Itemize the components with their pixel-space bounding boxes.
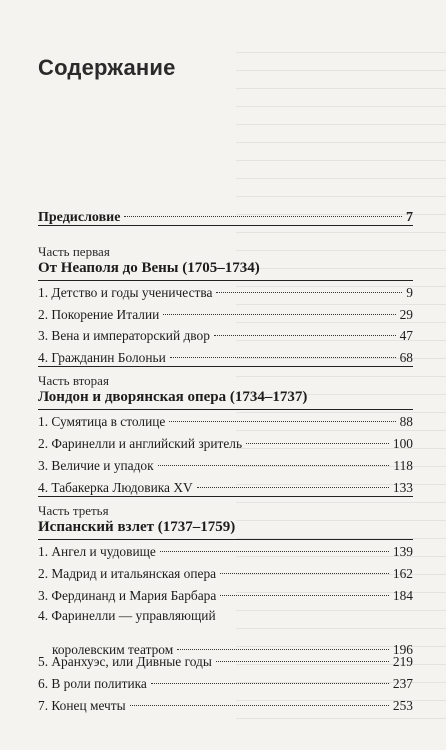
toc-entry-label: 2. Фаринелли и английский зритель: [38, 436, 243, 452]
leader-dots: [124, 202, 402, 217]
toc-entry-page: 7: [406, 210, 413, 225]
toc-entry-label: 4. Гражданин Болоньи: [38, 350, 166, 366]
toc-entry[interactable]: [38, 326, 413, 344]
toc-entry[interactable]: [38, 564, 413, 582]
leader-dots: [220, 582, 389, 596]
leader-dots: [158, 452, 390, 466]
divider: [38, 366, 413, 367]
leader-dots: [130, 692, 389, 706]
toc-entry-label: 1. Детство и годы ученичества: [38, 285, 213, 301]
toc-entry-page: 9: [406, 285, 413, 301]
toc-entry-page: 47: [399, 328, 413, 344]
toc-entry[interactable]: [38, 478, 413, 496]
toc-entry-label: 3. Фердинанд и Мария Барбара: [38, 588, 217, 604]
toc-entry-label: 5. Аранхуэс, или Дивные годы: [38, 654, 212, 670]
leader-dots: [170, 344, 396, 358]
leader-dots: [169, 408, 395, 422]
toc-entry-label-cont: королевским театром: [52, 642, 174, 657]
leader-dots: [151, 670, 389, 684]
leader-dots: [160, 538, 389, 552]
contents-page: [38, 0, 413, 750]
part-title: Испанский взлет (1737–1759): [38, 519, 413, 540]
toc-entry-page: 88: [399, 414, 413, 430]
toc-entry-label: 7. Конец мечты: [38, 698, 126, 714]
leader-dots: [216, 279, 402, 293]
part-label: Часть третья: [38, 503, 109, 518]
toc-entry-label: 4. Табакерка Людовика XV: [38, 480, 193, 496]
toc-entry-page: 100: [392, 436, 413, 452]
toc-entry[interactable]: [38, 652, 413, 670]
toc-entry[interactable]: [38, 348, 413, 366]
toc-entry[interactable]: [38, 434, 413, 452]
toc-entry-page: 253: [392, 698, 413, 714]
divider: [38, 496, 413, 497]
toc-entry[interactable]: [38, 696, 413, 714]
leader-dots: [216, 648, 389, 662]
toc-entry-page: 139: [392, 544, 413, 560]
page-title: Содержание: [38, 55, 176, 80]
toc-entry-label: 6. В роли политика: [38, 676, 147, 692]
toc-entry-label: 2. Мадрид и итальянская опера: [38, 566, 217, 582]
toc-entry-label: Предисловие: [38, 210, 121, 225]
toc-entry[interactable]: [38, 586, 413, 604]
toc-entry[interactable]: [38, 456, 413, 474]
toc-entry-page: 68: [399, 350, 413, 366]
toc-entry[interactable]: [38, 412, 413, 430]
toc-entry-page: 29: [399, 307, 413, 323]
toc-entry-page: 237: [392, 676, 413, 692]
leader-dots: [214, 322, 396, 336]
toc-entry-label: 1. Ангел и чудовище: [38, 544, 156, 560]
toc-entry[interactable]: [38, 542, 413, 560]
part-label: Часть вторая: [38, 373, 109, 388]
part-title: Лондон и дворянская опера (1734–1737): [38, 389, 413, 410]
toc-entry-page: 219: [392, 654, 413, 670]
divider: [38, 225, 413, 226]
toc-entry-page: 184: [392, 588, 413, 604]
leader-dots: [246, 430, 389, 444]
toc-entry[interactable]: [38, 305, 413, 323]
toc-entry[interactable]: [38, 674, 413, 692]
part-label: Часть первая: [38, 244, 110, 259]
toc-entry-page: 162: [392, 566, 413, 582]
toc-entry-label: 3. Вена и императорский двор: [38, 328, 210, 344]
toc-entry-label: 2. Покорение Италии: [38, 307, 160, 323]
part-title: От Неаполя до Вены (1705–1734): [38, 260, 413, 281]
toc-entry-page: 196: [392, 642, 413, 657]
toc-entry-label: 1. Сумятица в столице: [38, 414, 166, 430]
toc-entry[interactable]: [38, 283, 413, 301]
toc-entry-preface[interactable]: [38, 206, 413, 226]
toc-entry-label: 3. Величие и упадок: [38, 458, 154, 474]
leader-dots: [220, 560, 389, 574]
toc-entry-label: 4. Фаринелли — управляющий: [38, 608, 216, 623]
leader-dots: [197, 474, 389, 488]
leader-dots: [163, 301, 395, 315]
toc-entry-page: 118: [393, 458, 413, 474]
toc-entry-page: 133: [392, 480, 413, 496]
